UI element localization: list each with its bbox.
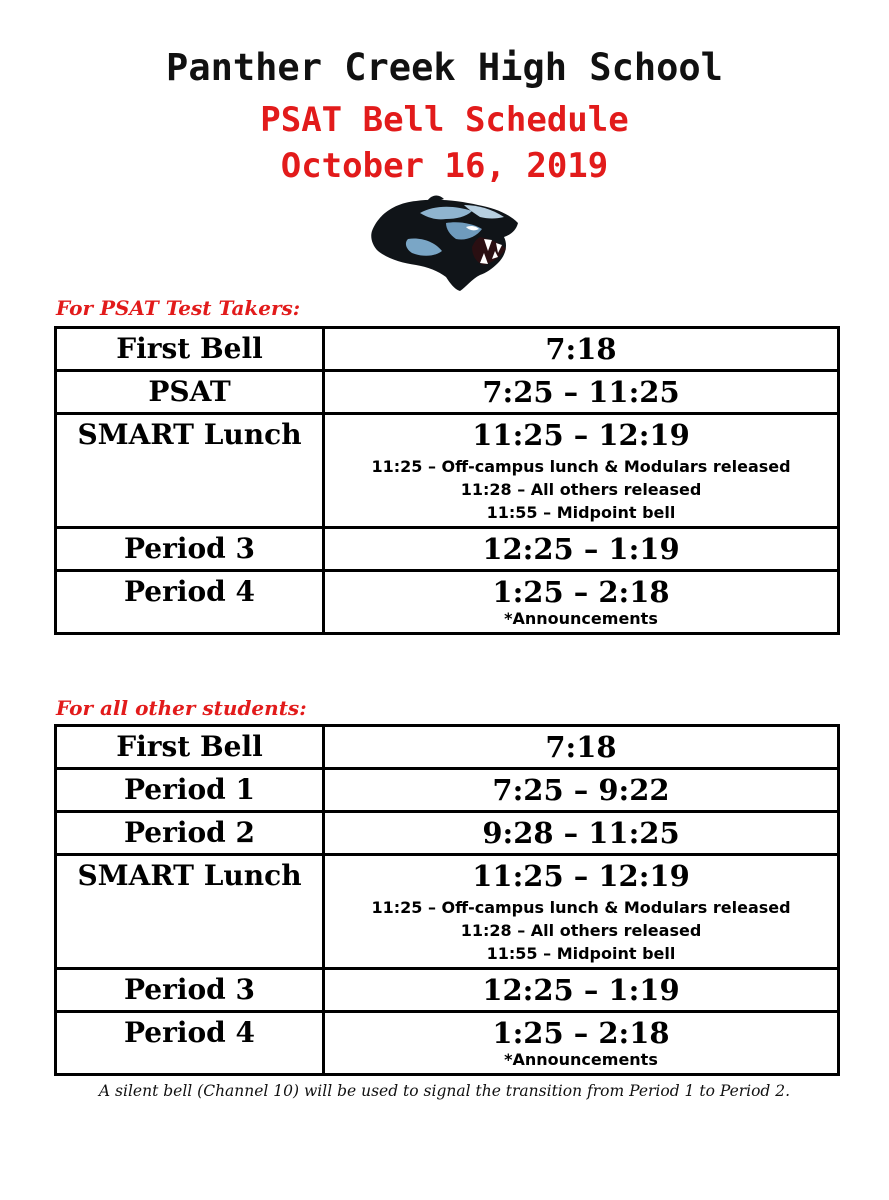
period-label: Period 1 [56, 769, 324, 812]
period-time-cell [324, 571, 839, 634]
period-time: 7:25 – 11:25 [482, 375, 680, 409]
table-row [56, 726, 839, 769]
period-label: First Bell [56, 328, 324, 371]
period-time: 7:18 [545, 730, 617, 764]
school-name: Panther Creek High School [166, 46, 723, 89]
table-row [56, 812, 839, 855]
lunch-note: 11:28 – All others released [460, 480, 702, 499]
period-time-cell [324, 371, 839, 414]
period-time-cell [324, 528, 839, 571]
period-time-cell [324, 812, 839, 855]
period-label: PSAT [56, 371, 324, 414]
lunch-note: 11:25 – Off-campus lunch & Modulars released [371, 898, 791, 917]
lunch-note: 11:28 – All others released [460, 921, 702, 940]
other-schedule-table [54, 724, 840, 1076]
other-section-label: For all other students: [56, 696, 307, 720]
period-time: 1:25 – 2:18 [492, 1016, 670, 1050]
period-time: 11:25 – 12:19 [472, 418, 690, 452]
period-time: 12:25 – 1:19 [482, 973, 680, 1007]
period-time-cell [324, 769, 839, 812]
period-time: 7:25 – 9:22 [492, 773, 670, 807]
period-label: Period 2 [56, 812, 324, 855]
period-time-cell [324, 855, 839, 969]
period-label: SMART Lunch [56, 414, 324, 528]
lunch-note: 11:55 – Midpoint bell [486, 944, 676, 963]
schedule-date: October 16, 2019 [280, 146, 609, 186]
period-time: 1:25 – 2:18 [492, 575, 670, 609]
period-time-cell [324, 328, 839, 371]
psat-section-label: For PSAT Test Takers: [56, 296, 301, 320]
period-time: 11:25 – 12:19 [472, 859, 690, 893]
period-label: Period 4 [56, 571, 324, 634]
period-label: Period 3 [56, 969, 324, 1012]
period-label: Period 4 [56, 1012, 324, 1075]
table-row [56, 855, 839, 969]
period-time: 7:18 [545, 332, 617, 366]
psat-schedule-table [54, 326, 840, 635]
period-time-cell [324, 726, 839, 769]
table-row [56, 371, 839, 414]
period-label: First Bell [56, 726, 324, 769]
period-time: 9:28 – 11:25 [482, 816, 680, 850]
table-row [56, 769, 839, 812]
period-time-cell [324, 1012, 839, 1075]
period-time-cell [324, 414, 839, 528]
announcements-note: *Announcements [504, 609, 658, 628]
period-label: Period 3 [56, 528, 324, 571]
period-label: SMART Lunch [56, 855, 324, 969]
period-time: 12:25 – 1:19 [482, 532, 680, 566]
table-row [56, 1012, 839, 1075]
table-row [56, 414, 839, 528]
table-row [56, 528, 839, 571]
table-row [56, 571, 839, 634]
schedule-title: PSAT Bell Schedule [260, 100, 629, 140]
table-row [56, 328, 839, 371]
table-row [56, 969, 839, 1012]
panther-head-logo [368, 193, 524, 293]
announcements-note: *Announcements [504, 1050, 658, 1069]
lunch-note: 11:25 – Off-campus lunch & Modulars released [371, 457, 791, 476]
lunch-note: 11:55 – Midpoint bell [486, 503, 676, 522]
footnote: A silent bell (Channel 10) will be used to signal the transition from Period 1 to Period 2. [98, 1082, 791, 1100]
period-time-cell [324, 969, 839, 1012]
